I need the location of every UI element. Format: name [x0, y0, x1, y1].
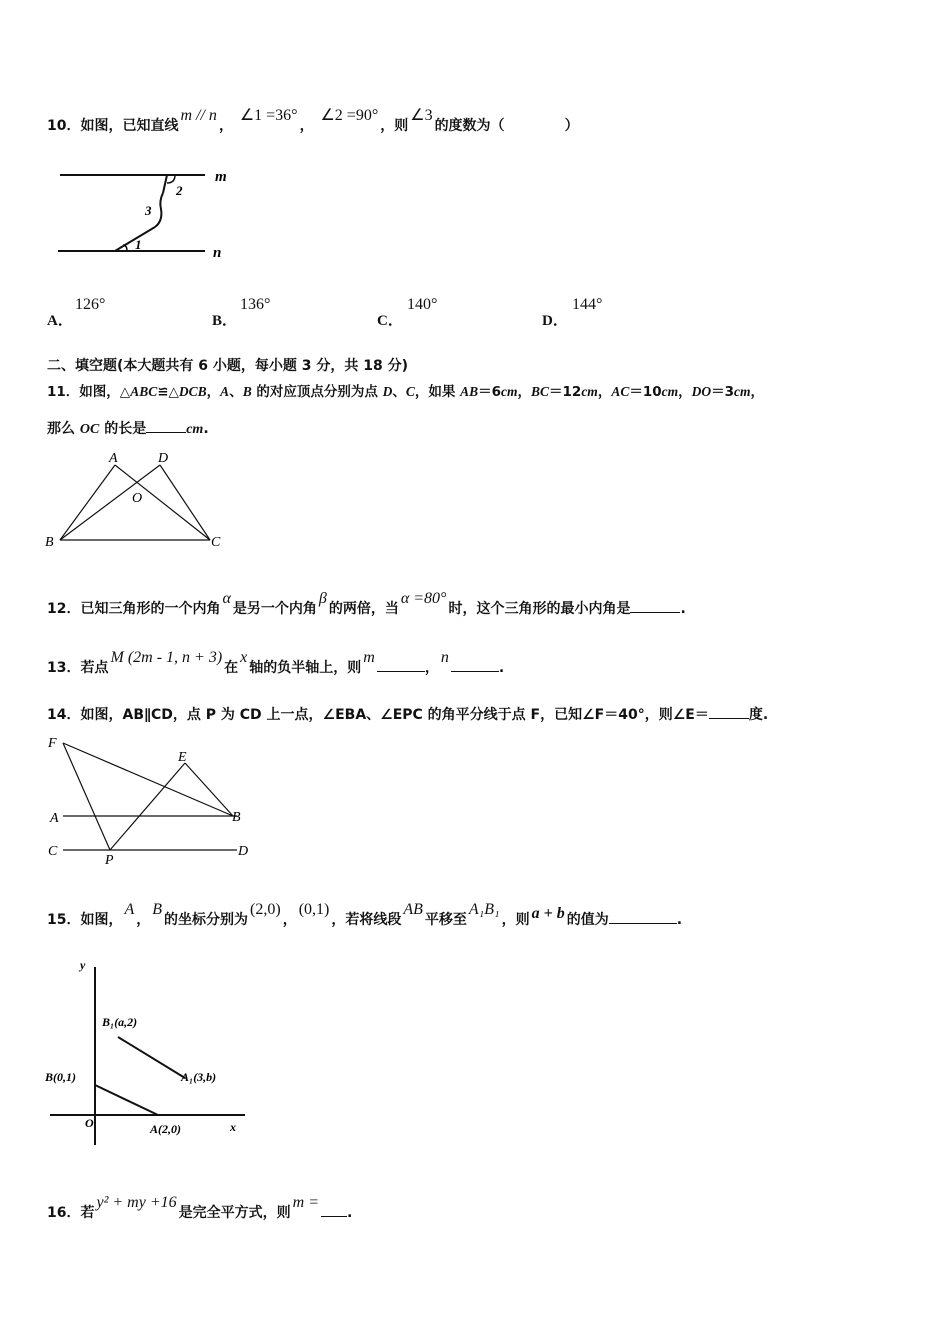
- q15-t3: 的坐标分别为: [164, 912, 249, 928]
- q16-t1: 若: [80, 1205, 95, 1221]
- q15-math-coord-b: (0,1): [298, 901, 330, 918]
- q10-option-b-value: 136°: [240, 296, 271, 313]
- q11-unit: cm: [186, 422, 204, 437]
- q11-i14: cm: [734, 384, 751, 399]
- q11-i5: D: [382, 384, 393, 399]
- q11-t10: ＝12: [549, 384, 582, 400]
- q10-number: 10．: [47, 118, 81, 134]
- q11-i13: DO: [691, 384, 712, 399]
- q14-text: 如图，AB∥CD，点 P 为 CD 上一点，∠EBA、∠EPC 的角平分线于点 F，已知∠F＝40°，则∠E＝: [80, 707, 709, 723]
- q11-i12: cm: [661, 384, 679, 399]
- q10-text-3: 的度数为（: [434, 118, 505, 134]
- q11-label-b: B: [45, 535, 54, 550]
- q15-label-y: y: [80, 958, 86, 972]
- q11-i9: BC: [531, 384, 550, 399]
- q15-t7: ，则: [501, 912, 530, 928]
- q15-math-ab: AB: [403, 901, 423, 918]
- q11-answer-blank[interactable]: [146, 420, 186, 433]
- q15-t8: 的值为: [566, 912, 609, 928]
- q15-t6: 平移至: [424, 912, 467, 928]
- q15-label-x: x: [230, 1120, 236, 1134]
- q14-stem: [47, 704, 768, 724]
- q10-math-angle3: ∠3: [410, 107, 433, 124]
- q15-label-b1: B₁(a,2): [102, 1015, 138, 1029]
- q11-t13: ，: [678, 384, 692, 400]
- q12-math-alpha: α: [222, 590, 231, 607]
- q10-label-m: m: [215, 169, 227, 185]
- q13-t3: 轴的负半轴上，则: [249, 660, 362, 676]
- q16-answer-blank[interactable]: [321, 1204, 347, 1217]
- q10-sep-1: ，: [218, 118, 233, 134]
- q13-answer-blank-n[interactable]: [451, 659, 499, 672]
- q10-math-angle1: ∠1 =36°: [239, 107, 298, 124]
- q15-t1: 如图，: [80, 912, 123, 928]
- q13-math-point: M (2m - 1, n + 3): [110, 649, 223, 666]
- q13-stem: [47, 649, 505, 677]
- q15-math-a1b1: A₁B₁: [468, 901, 500, 918]
- q15-label-b: B(0,1): [45, 1070, 76, 1084]
- q10-label-n: n: [213, 245, 222, 261]
- q14-label-f: F: [48, 736, 57, 751]
- q15-stem: [47, 901, 683, 929]
- q11-t11: ，: [597, 384, 612, 400]
- q11-t6: 、: [392, 384, 406, 400]
- q12-t2: 是另一个内角: [232, 601, 317, 617]
- q11-figure: [45, 450, 235, 550]
- q10-option-c-value: 140°: [407, 296, 438, 313]
- q16-t2: 是完全平方式，则: [178, 1205, 291, 1221]
- q13-t1: 若点: [80, 660, 109, 676]
- q10-figure: [55, 165, 245, 265]
- q10-text-4: ）: [564, 118, 579, 134]
- q12-t4: 时，这个三角形的最小内角是: [448, 601, 631, 617]
- q11-label-d: D: [158, 451, 169, 466]
- q16-stem: [47, 1194, 353, 1222]
- q11-i3: A: [220, 384, 230, 399]
- q14-label-a: A: [50, 811, 59, 826]
- q11-t5: 的对应顶点分别为点: [251, 384, 383, 400]
- q15-t5: ，若将线段: [331, 912, 402, 928]
- q10-option-b-label: B．: [212, 313, 238, 329]
- q11-t7: ，如果: [414, 384, 461, 400]
- q11-stem-line2: [47, 418, 209, 438]
- q15-label-o: O: [85, 1116, 94, 1130]
- q10-math-parallel: m // n: [180, 107, 217, 124]
- q14-label-d: D: [238, 844, 249, 859]
- q10-option-d-label: D．: [542, 313, 568, 329]
- q11-l2c: .: [203, 421, 209, 437]
- q15-answer-blank[interactable]: [609, 911, 677, 924]
- q13-number: 13．: [47, 660, 81, 676]
- q10-sep-2: ，: [299, 118, 314, 134]
- q11-i4: B: [242, 384, 252, 399]
- q12-stem: [47, 590, 686, 618]
- q15-math-b: B: [152, 901, 163, 918]
- q11-t4: 、: [229, 384, 243, 400]
- q16-math-expr: y² + my +16: [96, 1194, 177, 1211]
- q12-t1: 已知三角形的一个内角: [80, 601, 221, 617]
- q11-label-o: O: [132, 491, 143, 506]
- q11-i1: ABC: [130, 384, 158, 399]
- q11-t1: 如图，△: [79, 384, 131, 400]
- q15-math-a: A: [124, 901, 135, 918]
- q10-stem: [47, 107, 579, 135]
- q12-math-alpha80: α =80°: [400, 590, 447, 607]
- q11-i8: cm: [501, 384, 518, 399]
- q14-t2: 度.: [748, 707, 769, 723]
- q12-t5: .: [680, 601, 686, 617]
- section-title: 二、填空题(本大题共有 6 小题，每小题 3 分，共 18 分): [47, 358, 409, 374]
- q14-figure: [45, 733, 260, 868]
- q13-math-m: m: [363, 649, 375, 666]
- q14-label-b: B: [232, 810, 241, 825]
- q11-t8: ＝6: [478, 384, 501, 400]
- q15-label-a: A(2,0): [150, 1122, 181, 1136]
- q16-t3: .: [347, 1205, 353, 1221]
- q12-answer-blank[interactable]: [630, 600, 680, 613]
- q10-text-2: ，则: [380, 118, 409, 134]
- q15-t2: ，: [136, 912, 151, 928]
- q15-figure: [45, 955, 255, 1150]
- q11-l2i: OC: [79, 422, 100, 437]
- q11-i7: AB: [460, 384, 479, 399]
- q10-option-c-label: C．: [377, 313, 403, 329]
- q11-label-c: C: [211, 535, 221, 550]
- q10-option-a-value: 126°: [75, 296, 106, 313]
- q12-t3: 的两倍，当: [328, 601, 399, 617]
- q13-t5: .: [498, 660, 505, 676]
- q11-t12: ＝10: [629, 384, 662, 400]
- q11-t9: ，: [517, 384, 531, 400]
- q11-label-a: A: [109, 451, 118, 466]
- q14-number: 14．: [47, 707, 81, 723]
- q11-i6: C: [405, 384, 415, 399]
- q15-math-a-plus-b: a + b: [531, 905, 565, 922]
- q11-stem-line1: [47, 380, 764, 400]
- q13-math-n: n: [440, 649, 449, 666]
- q10-label-1: 1: [135, 237, 142, 252]
- q10-math-angle2: ∠2 =90°: [320, 107, 379, 124]
- q11-i2: DCB: [178, 384, 207, 399]
- q13-answer-blank-m[interactable]: [377, 659, 425, 672]
- q16-number: 16．: [47, 1205, 81, 1221]
- q10-option-a-label: A．: [47, 313, 73, 329]
- q12-math-beta: β: [318, 590, 327, 607]
- q15-math-coord-a: (2,0): [250, 901, 281, 918]
- q16-math-m: m =: [292, 1194, 319, 1211]
- q13-t2: 在: [224, 660, 239, 676]
- q11-number: 11．: [47, 384, 80, 400]
- q15-t4: ，: [282, 912, 297, 928]
- q15-label-a1: A₁(3,b): [181, 1070, 217, 1084]
- q12-number: 12．: [47, 601, 81, 617]
- q13-math-x: x: [240, 649, 248, 666]
- q10-label-2: 2: [176, 183, 183, 198]
- q10-label-3: 3: [145, 203, 152, 218]
- q14-answer-blank[interactable]: [709, 706, 749, 719]
- q11-i11: AC: [611, 384, 630, 399]
- q15-number: 15．: [47, 912, 81, 928]
- q11-i10: cm: [581, 384, 598, 399]
- q11-t3: ，: [206, 384, 221, 400]
- q10-option-d-value: 144°: [572, 296, 603, 313]
- q14-label-c: C: [48, 844, 58, 859]
- q15-t9: .: [676, 912, 683, 928]
- q11-l2b: 的长是: [99, 421, 147, 437]
- q11-t14: ＝3: [711, 384, 735, 400]
- q11-t15: ，: [750, 384, 765, 400]
- q11-l2a: 那么: [47, 421, 80, 437]
- q11-t2: ≌△: [157, 384, 179, 400]
- q14-label-e: E: [178, 750, 187, 765]
- q14-label-p: P: [105, 853, 114, 868]
- q13-t4: ，: [424, 660, 439, 676]
- q10-text-1: 如图，已知直线: [80, 118, 179, 134]
